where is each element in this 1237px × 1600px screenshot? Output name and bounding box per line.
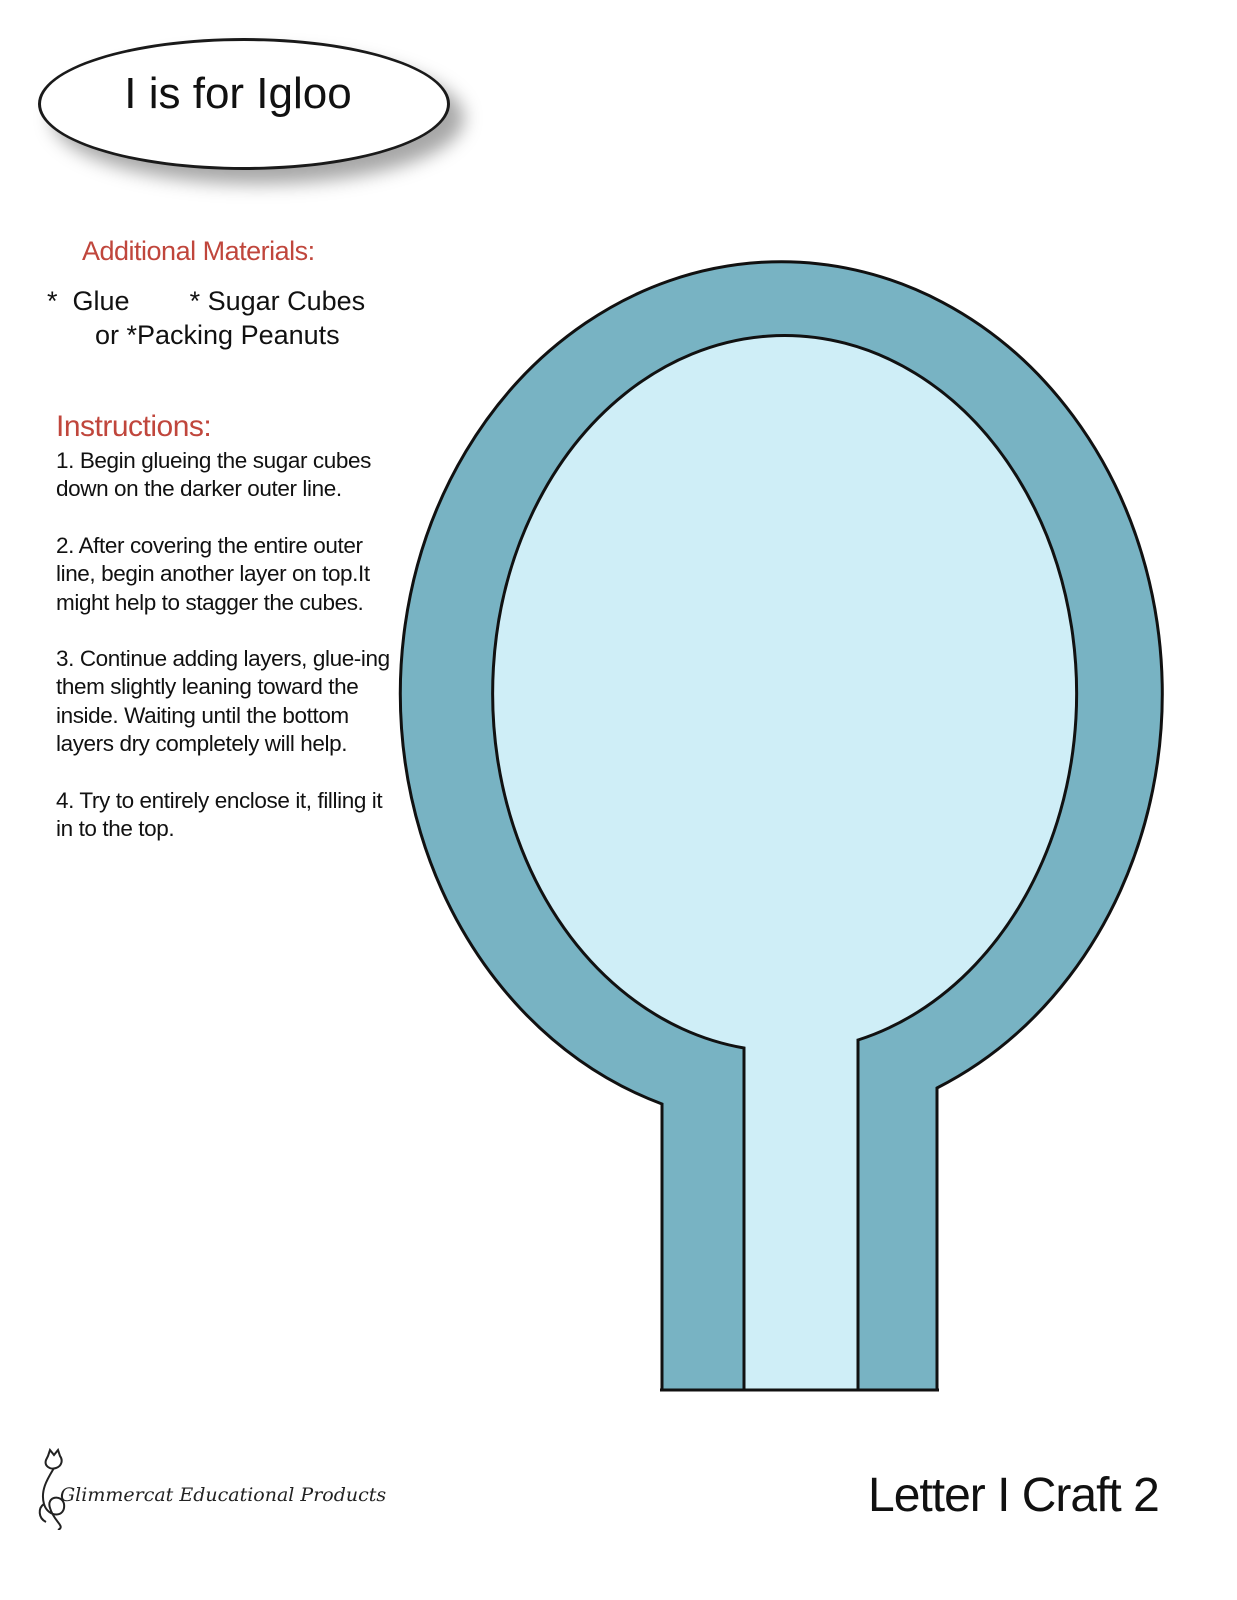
instruction-step-1: 1. Begin glueing the sugar cubes down on the darker outer line. [56, 448, 371, 502]
page-title: I is for Igloo [124, 69, 352, 118]
igloo-inner-area [493, 335, 1077, 1390]
materials-heading: Additional Materials: [82, 236, 315, 266]
instruction-step-4: 4. Try to entirely enclose it, filling it in to the top. [56, 787, 383, 842]
material-glue: * Glue [47, 286, 130, 316]
craft-label: Letter I Craft 2 [868, 1469, 1159, 1522]
material-sugar-cubes: * Sugar Cubes [189, 286, 366, 316]
instructions-heading: Instructions: [56, 410, 212, 443]
brand-name: Glimmercat Educational Products [60, 1484, 387, 1506]
instruction-step-3: 3. Continue adding layers, glue-ing them slightly leaning toward the inside. Waiting until the bottom layers dry completely will help. [56, 646, 390, 757]
instruction-step-2: 2. After covering the entire outer line, begin another layer on top.It might help to stagger the cubes. [56, 532, 370, 615]
material-packing-peanuts: or *Packing Peanuts [95, 320, 340, 350]
